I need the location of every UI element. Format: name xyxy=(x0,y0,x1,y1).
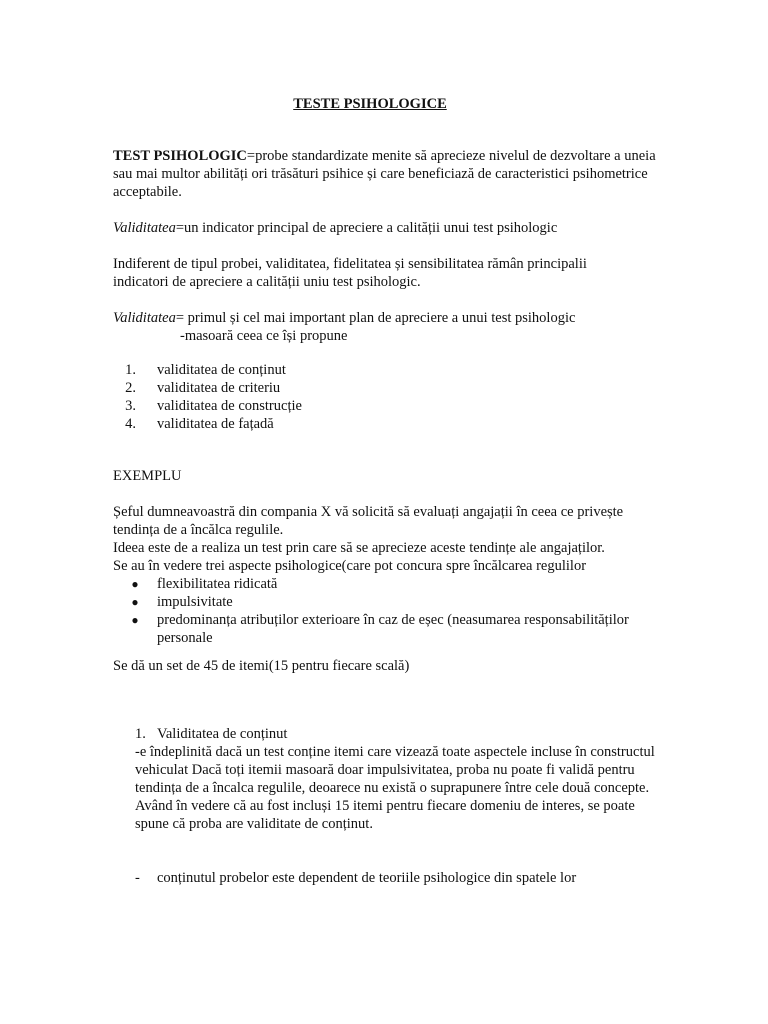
validity-line-1 xyxy=(113,309,693,327)
example-line: tendința de a încălca regulile. xyxy=(113,522,284,538)
bullet-icon: ● xyxy=(131,613,139,627)
example-line: Șeful dumneavoastră din compania X vă solicită să evaluați angajații în ceea ce privește xyxy=(113,504,624,520)
validity-term-1: Validitatea xyxy=(113,220,176,236)
validity-term-2: Validitatea xyxy=(113,310,176,326)
bullet-icon: ● xyxy=(131,595,139,609)
section-heading: 1. Validitatea de conținut xyxy=(135,726,288,742)
definition-paragraph xyxy=(113,147,658,201)
list-item: 1. validitatea de conținut xyxy=(125,362,286,378)
validity-text-2: = primul și cel mai important plan de apreciere a unui test psihologic xyxy=(175,310,576,326)
definition-text: =probe standardizate menite să aprecieze nivelul de dezvoltare a uneia sau mai multor abilități ori trăsături psihice și care beneficiază de caracteristici psihometrice acceptabile. xyxy=(113,148,656,200)
dash-marker: - xyxy=(135,870,140,886)
list-item: 3. validitatea de construcție xyxy=(125,398,302,414)
dash-list-item: - conținutul probelor este dependent de teoriile psihologice din spatele lor xyxy=(135,870,577,886)
content-validity-section xyxy=(135,725,660,833)
example-line: Se au în vedere trei aspecte psihologice(care pot concura spre încălcarea regulilor xyxy=(113,558,587,574)
paragraph-indiferent: Indiferent de tipul probei, validitatea, fidelitatea și sensibilitatea rămân principalii indicatori de apreciere a calității uniu test psihologic. xyxy=(113,256,587,290)
validity-text-1: =un indicator principal de apreciere a calității unui test psihologic xyxy=(175,220,558,236)
aspects-bullet-list xyxy=(113,575,658,647)
example-line: Ideea este de a realiza un test prin care să se aprecieze aceste tendințe ale angajaților. xyxy=(113,540,605,556)
bullet-icon: ● xyxy=(131,577,139,591)
page-title: TESTE PSIHOLOGICE xyxy=(293,96,447,112)
validity-line-2: -masoară ceea ce își propune xyxy=(180,328,348,344)
list-item: 2. validitatea de criteriu xyxy=(125,380,281,396)
example-items-line: Se dă un set de 45 de itemi(15 pentru fiecare scală) xyxy=(113,658,410,674)
validity-types-list xyxy=(113,361,302,433)
section-body: -e îndeplinită dacă un test conține itemi care vizează toate aspectele incluse în constructul vehiculat Dacă toți itemii masoară doar impulsivitatea, proba nu poate fi validă pentru tendința de a încalca regulile, deoarece nu există o suprapunere între cele două concepte. Având în vedere că au fost incluși 15 itemi pentru fiecare domeniu de interes, se poate spune că proba are validitate de conținut. xyxy=(135,744,655,832)
example-paragraph xyxy=(113,503,673,575)
definition-term: TEST PSIHOLOGIC xyxy=(113,148,247,164)
list-item: ● predominanța atribuților exterioare în caz de eșec (neasumarea responsabilităților personale xyxy=(113,611,633,647)
example-heading: EXEMPLU xyxy=(113,468,182,484)
validity-definition-1 xyxy=(113,219,673,237)
list-item: 4. validitatea de fațadă xyxy=(125,416,274,432)
validity-definition-2 xyxy=(113,309,693,345)
list-item: ● flexibilitatea ridicată xyxy=(113,575,658,593)
list-item: ● impulsivitate xyxy=(113,593,658,611)
